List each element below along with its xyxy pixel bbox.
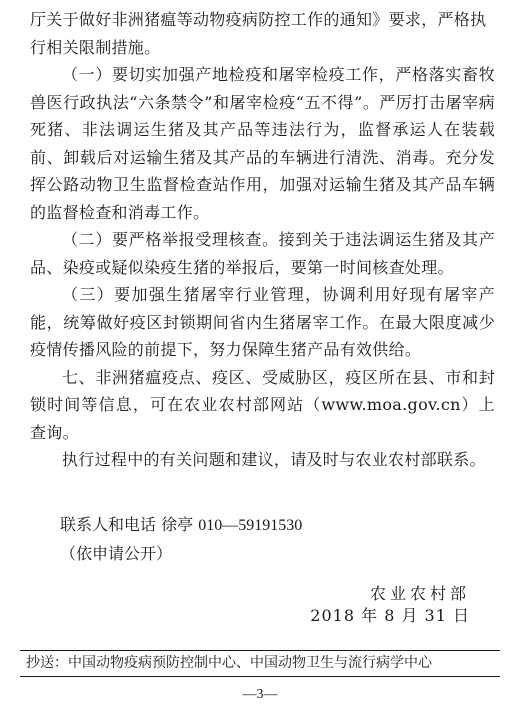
cc-top-rule (20, 650, 500, 651)
contact-label: 联系人和电话 徐亭 (60, 515, 199, 534)
signature-block (310, 583, 470, 627)
body-text (30, 6, 495, 474)
paragraph-continuation-line-2: 行相关限制措施。 (30, 37, 161, 57)
paragraph-item-3: （三）要加强生猪屠宰行业管理，协调利用好现有屠宰产能，统筹做好疫区封锁期间省内生猪屠宰工作。在最大限度减少疫情传播风险的前提下，努力保障生猪产品有效供给。 (30, 285, 495, 359)
paragraph-item-1: （一）要切实加强产地检疫和屠宰检疫工作，严格落实畜牧兽医行政执法“六条禁令”和屠宰检疫“五不得”。严厉打击屠宰病死猪、非法调运生猪及其产品等违法行为，监督承运人在装载前、卸载后对运输生猪及其产品的车辆进行清洗、消毒。充分发挥公路动物卫生监督检查站作用，加强对运输生猪及其产品车辆的监督检查和消毒工作。 (30, 65, 495, 222)
paragraph-closing: 执行过程中的有关问题和建议，请及时与农业农村部联系。 (62, 450, 486, 469)
disclosure-note: （依申请公开） (60, 543, 173, 563)
page-number: —3— (242, 687, 278, 702)
paragraph-item-2: （二）要严格举报受理核查。接到关于违法调运生猪及其产品、染疫或疑似染疫生猪的举报后，要第一时间核查处理。 (30, 230, 495, 277)
paragraph-continuation-line-1: 厅关于做好非洲猪瘟等动物疫病防控工作的通知》要求，严格执 (30, 10, 487, 29)
cc-bottom-rule (20, 676, 500, 677)
paragraph-section-7: 七、非洲猪瘟疫点、疫区、受威胁区，疫区所在县、市和封锁时间等信息，可在农业农村部网站（www.moa.gov.cn）上查询。 (30, 367, 495, 442)
contact-line (60, 511, 302, 540)
issuing-organization: 农业农村部 (369, 584, 470, 603)
contact-info (60, 511, 302, 567)
paragraph-continuation (30, 6, 495, 61)
issue-date: 2018 年 8 月 31 日 (310, 606, 470, 625)
contact-phone: 010—59191530 (198, 517, 303, 534)
cc-recipients: 抄送：中国动物疫病预防控制中心、中国动物卫生与流行病学中心 (26, 655, 432, 671)
